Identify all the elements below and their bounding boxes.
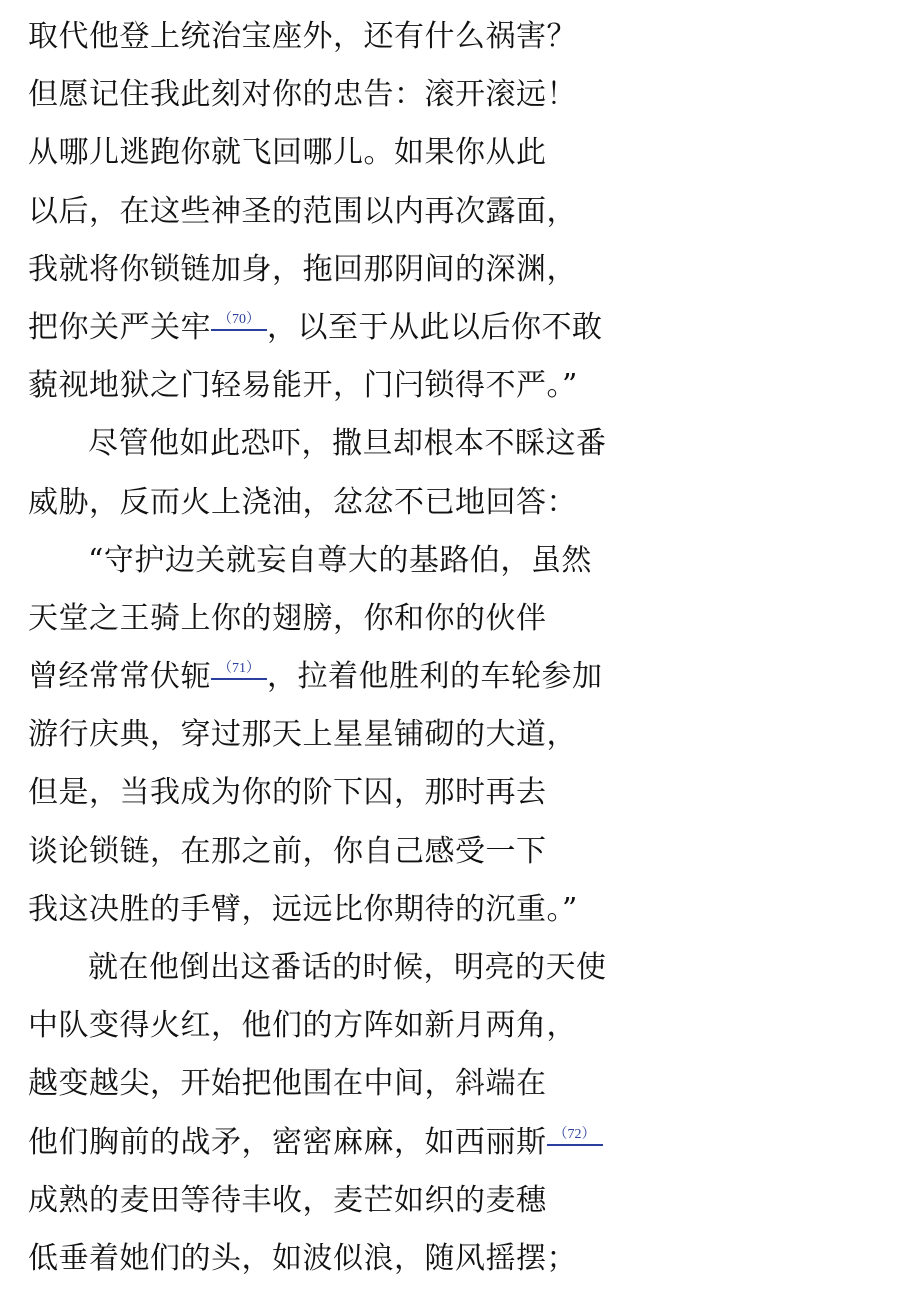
footnote-link-71[interactable]: （71）	[211, 662, 267, 680]
text-line: 但是，当我成为你的阶下囚，那时再去	[28, 775, 547, 811]
text-line: 成熟的麦田等待丰收，麦芒如织的麦穗	[28, 1182, 547, 1218]
paragraph-start-line: 就在他倒出这番话的时候，明亮的天使	[88, 950, 607, 985]
line-text-before-footnote: 曾经常常伏轭	[28, 659, 211, 695]
line-text-after-footnote: ，以至于从此以后你不敢	[267, 309, 603, 345]
text-line: 我就将你锁链加身，拖回那阴间的深渊，	[28, 251, 577, 287]
line-text-after-footnote: ，拉着他胜利的车轮参加	[267, 659, 603, 695]
paragraph-start-line: “守护边关就妄自尊大的基路伯，虽然	[88, 542, 592, 578]
text-line: 天堂之王骑上你的翅膀，你和你的伙伴	[28, 600, 547, 636]
poem-text-block	[28, 8, 888, 1288]
text-line: 以后，在这些神圣的范围以内再次露面，	[28, 193, 577, 229]
text-line: 中队变得火红，他们的方阵如新月两角，	[28, 1008, 577, 1044]
line-text-before-footnote: 他们胸前的战矛，密密麻麻，如西丽斯	[28, 1124, 547, 1160]
text-line-with-footnote	[28, 1114, 888, 1172]
text-line-with-footnote	[28, 299, 888, 357]
text-line: 越变越尖，开始把他围在中间，斜端在	[28, 1066, 547, 1102]
text-line: 取代他登上统治宝座外，还有什么祸害？	[28, 19, 577, 54]
text-line: 藐视地狱之门轻易能开，门闩锁得不严。”	[28, 368, 578, 404]
footnote-link-72[interactable]: （72）	[547, 1128, 603, 1146]
text-line: 谈论锁链，在那之前，你自己感受一下	[28, 833, 547, 869]
text-line: 游行庆典，穿过那天上星星铺砌的大道，	[28, 717, 577, 753]
text-line-with-footnote	[28, 648, 888, 706]
text-line: 威胁，反而火上浇油，忿忿不已地回答：	[28, 484, 577, 520]
text-line: 我这决胜的手臂，远远比你期待的沉重。”	[28, 891, 578, 927]
text-line: 但愿记住我此刻对你的忠告：滚开滚远！	[28, 77, 577, 113]
text-line: 低垂着她们的头，如波似浪，随风摇摆；	[28, 1240, 577, 1276]
text-line: 从哪儿逃跑你就飞回哪儿。如果你从此	[28, 135, 547, 171]
footnote-link-70[interactable]: （70）	[211, 313, 267, 331]
paragraph-start-line: 尽管他如此恐吓，撒旦却根本不睬这番	[88, 426, 607, 462]
line-text-before-footnote: 把你关严关牢	[28, 309, 211, 345]
